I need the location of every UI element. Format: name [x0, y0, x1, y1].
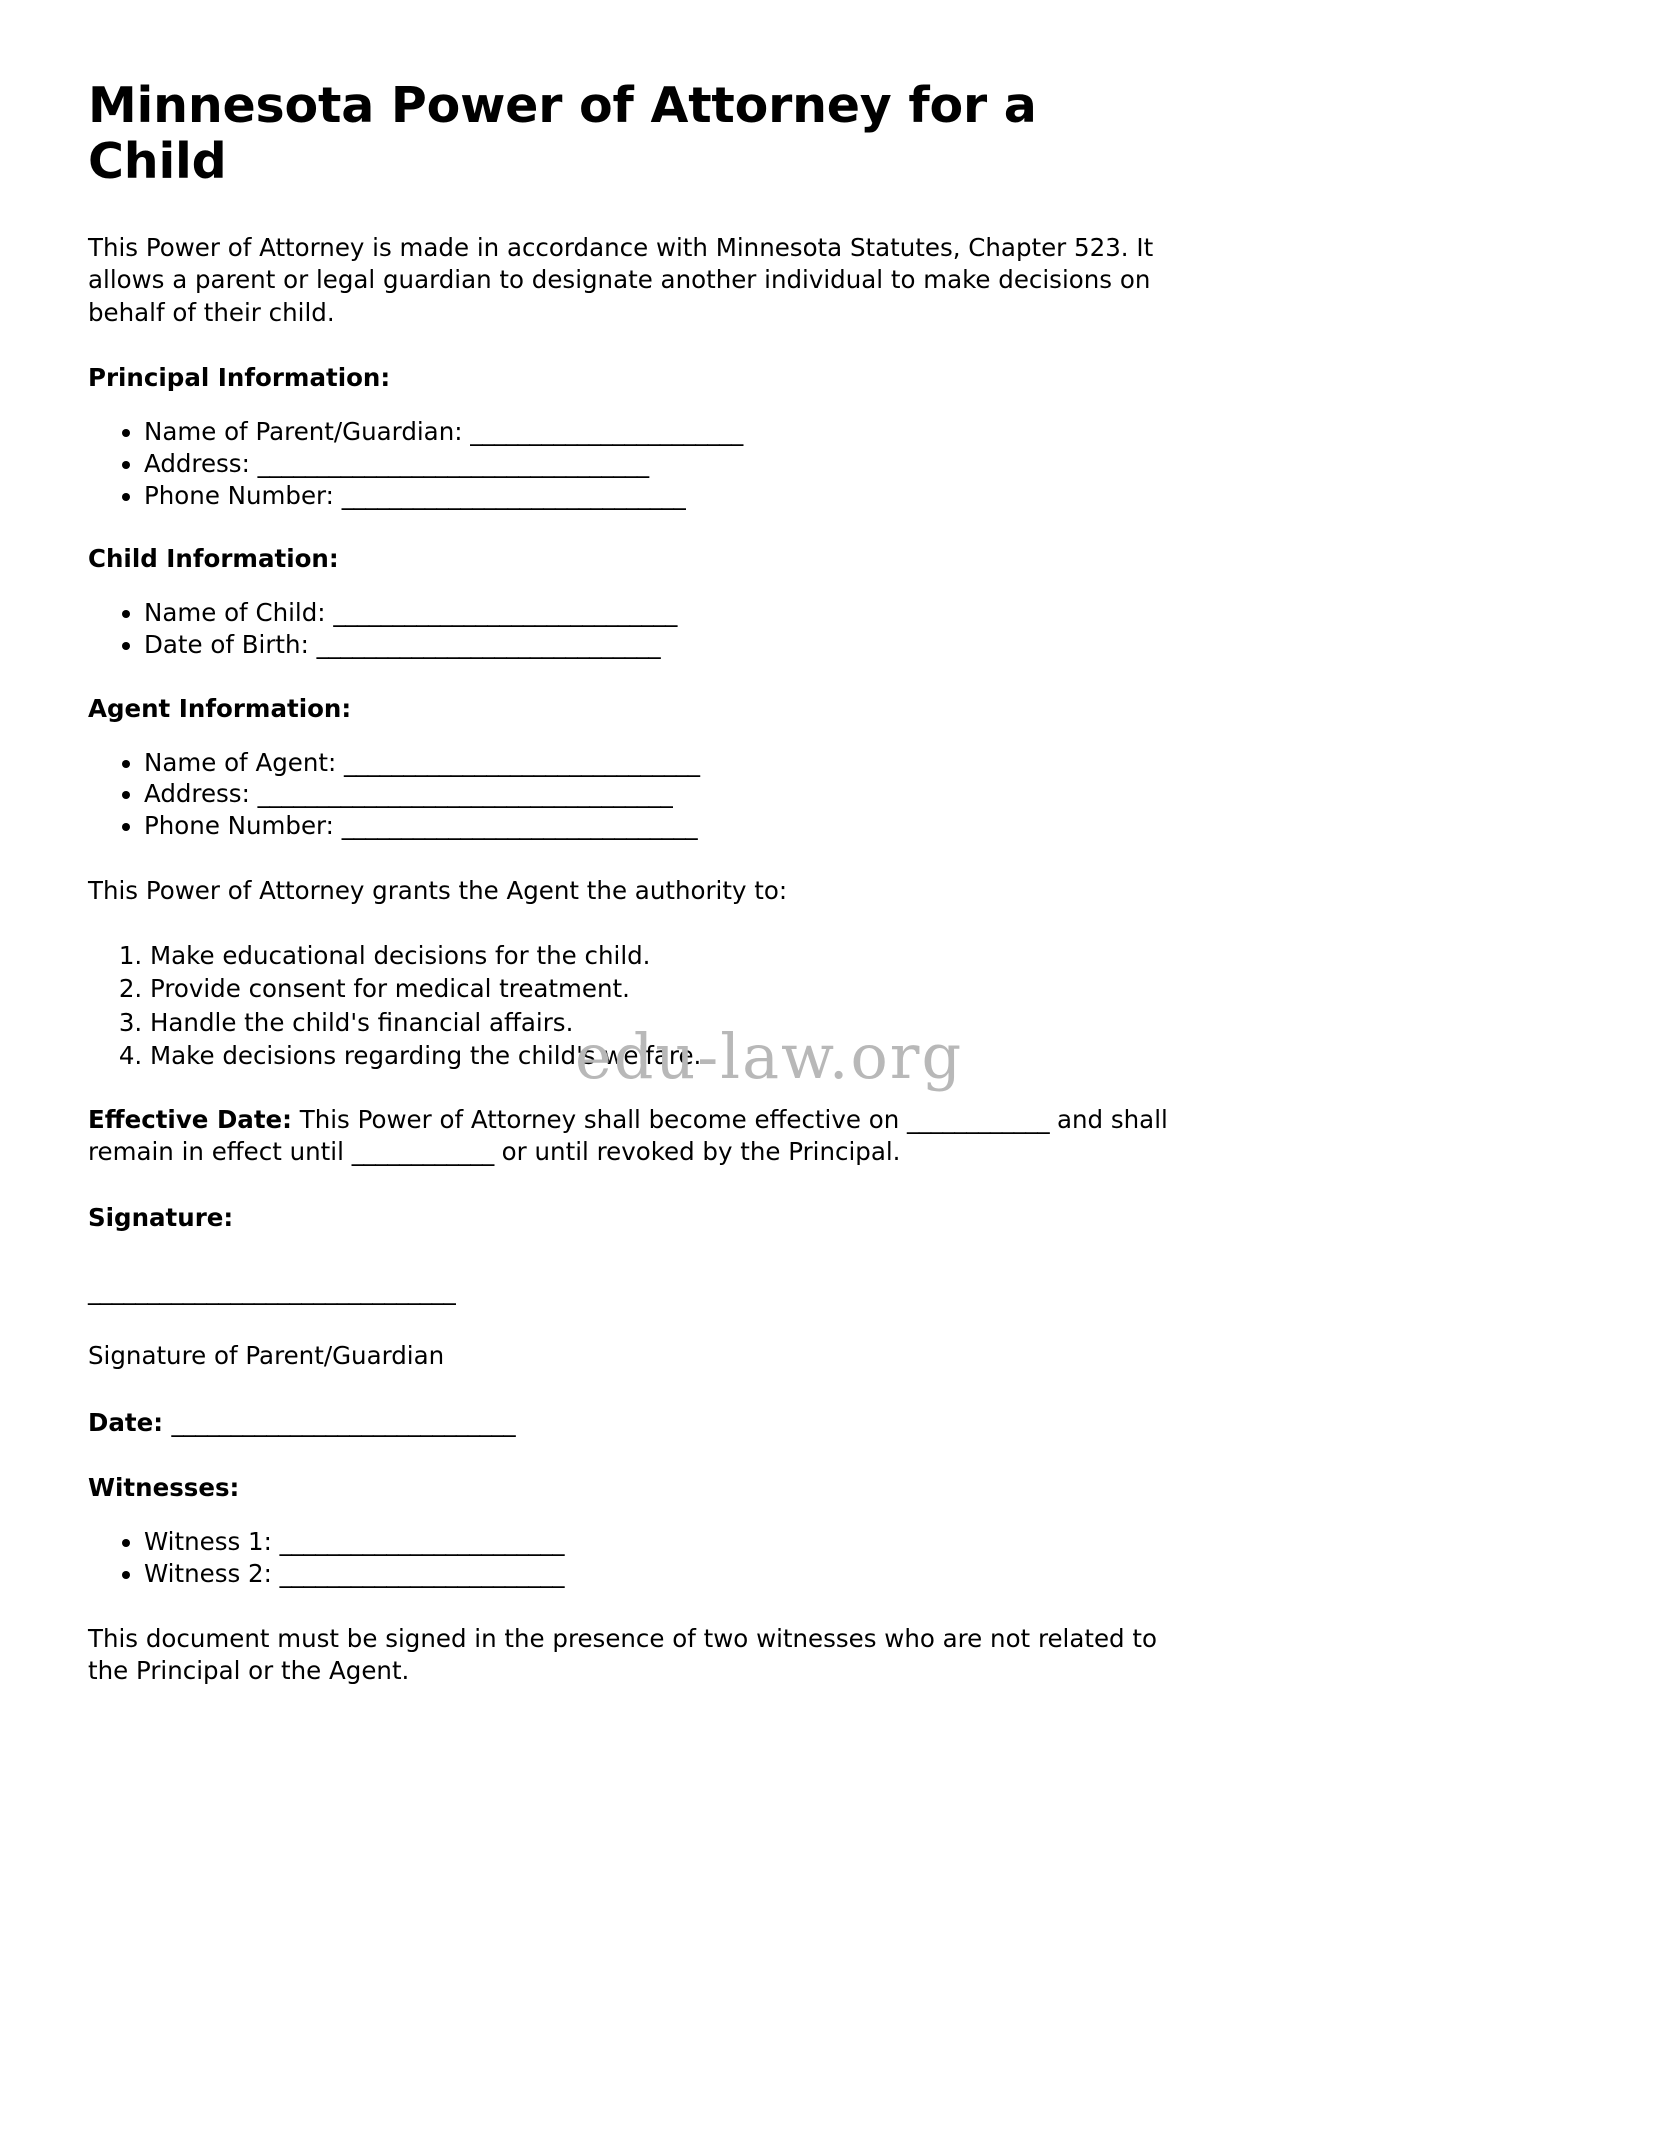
principal-information-list	[88, 418, 1168, 510]
list-item	[144, 812, 1168, 841]
effective-date-blank-end[interactable]: ____________	[351, 1137, 494, 1167]
field-label: Witness 1:	[144, 1527, 280, 1557]
signature-line[interactable]: _______________________________	[88, 1276, 456, 1305]
list-item	[144, 450, 1168, 479]
effective-date-text-3: or until revoked by the Principal.	[493, 1137, 901, 1167]
watermark-text: edu-law.org	[575, 1020, 964, 1093]
field-label: Witness 2:	[144, 1559, 280, 1589]
list-item	[144, 482, 1168, 511]
list-item: 2. Provide consent for medical treatment.	[150, 974, 1168, 1003]
list-item: 3. Handle the child's financial affairs.	[150, 1008, 1168, 1037]
field-label: Address:	[144, 449, 258, 479]
authority-list	[88, 941, 1168, 1070]
field-blank[interactable]: _____________________________	[341, 480, 686, 510]
field-blank[interactable]: ________________________	[279, 1527, 565, 1557]
field-label: Phone Number:	[144, 811, 342, 841]
list-item	[144, 749, 1168, 778]
witnesses-heading: Witnesses:	[88, 1473, 240, 1503]
principal-information-heading: Principal Information:	[88, 363, 391, 393]
list-item	[144, 780, 1168, 809]
date-label: Date:	[88, 1408, 172, 1438]
list-item	[144, 1528, 1168, 1557]
field-blank[interactable]: ______________________________	[341, 811, 698, 841]
field-blank[interactable]: ________________________	[279, 1559, 565, 1589]
field-blank[interactable]: _______________________	[470, 417, 743, 447]
page-title: Minnesota Power of Attorney for a Child	[88, 77, 1037, 190]
field-label: Address:	[144, 779, 258, 809]
field-blank[interactable]: _____________________________	[333, 598, 677, 628]
field-label: Name of Parent/Guardian:	[144, 417, 471, 447]
field-blank[interactable]: ___________________________________	[257, 779, 673, 809]
child-information-heading: Child Information:	[88, 544, 339, 574]
effective-date-blank-start[interactable]: ____________	[907, 1104, 1050, 1134]
intro-paragraph: This Power of Attorney is made in accordance with Minnesota Statutes, Chapter 523. It allows a parent or legal guardian to designate another individual to make decisions on behalf of their child.	[88, 232, 1154, 327]
field-blank[interactable]: _________________________________	[257, 449, 649, 479]
field-blank[interactable]: ______________________________	[344, 747, 700, 777]
witnesses-list	[88, 1528, 1168, 1588]
document-body	[88, 78, 1168, 1688]
signature-caption: Signature of Parent/Guardian	[88, 1341, 445, 1371]
effective-date-paragraph	[88, 1104, 1168, 1169]
date-blank[interactable]: _____________________________	[171, 1408, 516, 1438]
field-blank[interactable]: _____________________________	[316, 630, 661, 660]
effective-date-text-2: and shall remain in effect until	[88, 1104, 1168, 1167]
field-label: Phone Number:	[144, 480, 342, 510]
list-item	[144, 1560, 1168, 1589]
agent-information-list	[88, 749, 1168, 841]
field-label: Name of Child:	[144, 598, 334, 628]
signature-heading: Signature:	[88, 1203, 234, 1232]
field-label: Name of Agent:	[144, 747, 345, 777]
list-item	[144, 418, 1168, 447]
child-information-list	[88, 599, 1168, 659]
date-row	[88, 1408, 1168, 1437]
authority-intro: This Power of Attorney grants the Agent the authority to:	[88, 875, 788, 905]
field-label: Date of Birth:	[144, 630, 317, 660]
effective-date-label: Effective Date:	[88, 1104, 292, 1134]
list-item: 4. Make decisions regarding the child's welfare.	[150, 1041, 1168, 1070]
effective-date-text-1: This Power of Attorney shall become effective on	[291, 1104, 908, 1134]
agent-information-heading: Agent Information:	[88, 693, 352, 723]
list-item	[144, 631, 1168, 660]
list-item	[144, 599, 1168, 628]
list-item: 1. Make educational decisions for the child.	[150, 941, 1168, 970]
closing-paragraph: This document must be signed in the presence of two witnesses who are not related to the Principal or the Agent.	[88, 1623, 1157, 1686]
